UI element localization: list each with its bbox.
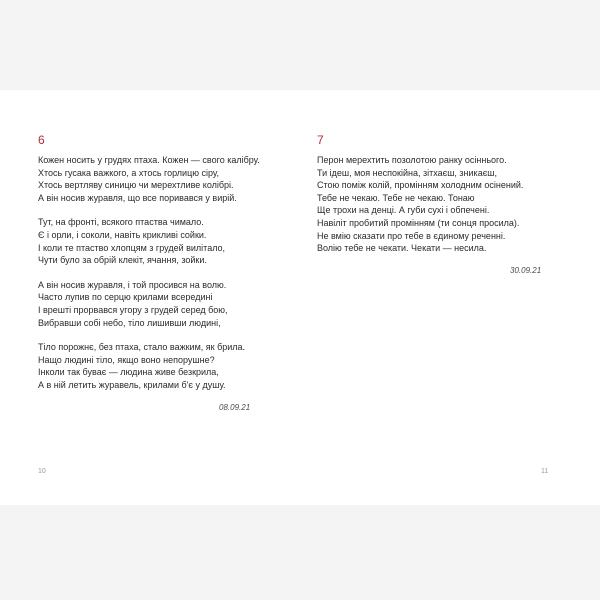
- poem-line: Кожен носить у грудях птаха. Кожен — свого калібру.: [38, 155, 260, 165]
- poem-line: Не вмію сказати про тебе в єдиному реченні.: [317, 230, 506, 241]
- poem-line: Хтось вертляву синицю чи мерехтливе колібрі.: [38, 180, 234, 191]
- poem-number: 7: [317, 133, 324, 147]
- poem-text: [317, 154, 523, 267]
- right-page: [300, 90, 600, 505]
- poem-line: Є і орли, і соколи, навіть крикливі сойки.: [38, 229, 207, 240]
- stanza: [38, 279, 260, 329]
- page-number: 10: [38, 468, 46, 475]
- poem-line: Стою поміж колій, промінням холодним осінений.: [317, 180, 524, 191]
- poem-line: А він носив журавля, і той просився на волю.: [38, 279, 227, 290]
- poem-line: Хтось гусака важкого, а хтось горлицю сіру,: [38, 167, 219, 178]
- poem-line: Чути було за обрій клекіт, ячання, зойки.: [38, 255, 207, 266]
- poem-line: Навіліт пробитий промінням (ти сонця просила).: [317, 217, 520, 228]
- stanza: [38, 154, 260, 204]
- poem-line: Тебе не чекаю. Тебе не чекаю. Тонаю: [317, 192, 475, 203]
- poem-date: 30.09.21: [510, 266, 542, 275]
- poem-line: А в ній летить журавель, крилами б'є у душу.: [38, 379, 226, 390]
- poem-line: Нащо людині тіло, якщо воно непорушне?: [38, 354, 215, 365]
- poem-line: Волію тебе не чекати. Чекати — несила.: [317, 243, 487, 254]
- poem-line: І коли те птаство хлопцям з грудей вилітало,: [38, 242, 226, 253]
- poem-line: Часто лупив по серцю крилами всередині: [38, 292, 213, 303]
- stanza: [38, 341, 260, 391]
- stanza: [317, 154, 523, 255]
- page-number: 11: [541, 468, 549, 475]
- poem-line: Ти ідеш, моя неспокійна, зітхаєш, зникаєш,: [317, 167, 498, 178]
- poem-line: Інколи так буває — людина живе безкрила,: [38, 367, 219, 378]
- poem-line: А він носив журавля, що все поривався у вирій.: [38, 192, 237, 203]
- stanza: [38, 216, 260, 266]
- poem-date: 08.09.21: [219, 403, 251, 412]
- poem-text: [38, 154, 260, 404]
- poem-line: Перон мерехтить позолотою ранку осіннього.: [317, 155, 507, 165]
- poem-line: Тут, на фронті, всякого птаства чимало.: [38, 217, 204, 228]
- poem-number: 6: [38, 133, 45, 147]
- poem-line: Ще трохи на денці. А губи сухі і обпечені.: [317, 205, 490, 216]
- poem-line: І врешті прорвався угору з грудей серед бою,: [38, 304, 228, 315]
- left-page: [0, 90, 300, 505]
- poem-line: Тіло порожнє, без птаха, стало важким, як брила.: [38, 342, 246, 353]
- poem-line: Вибравши собі небо, тіло лишивши людині,: [38, 317, 221, 328]
- book-spread: [0, 90, 600, 505]
